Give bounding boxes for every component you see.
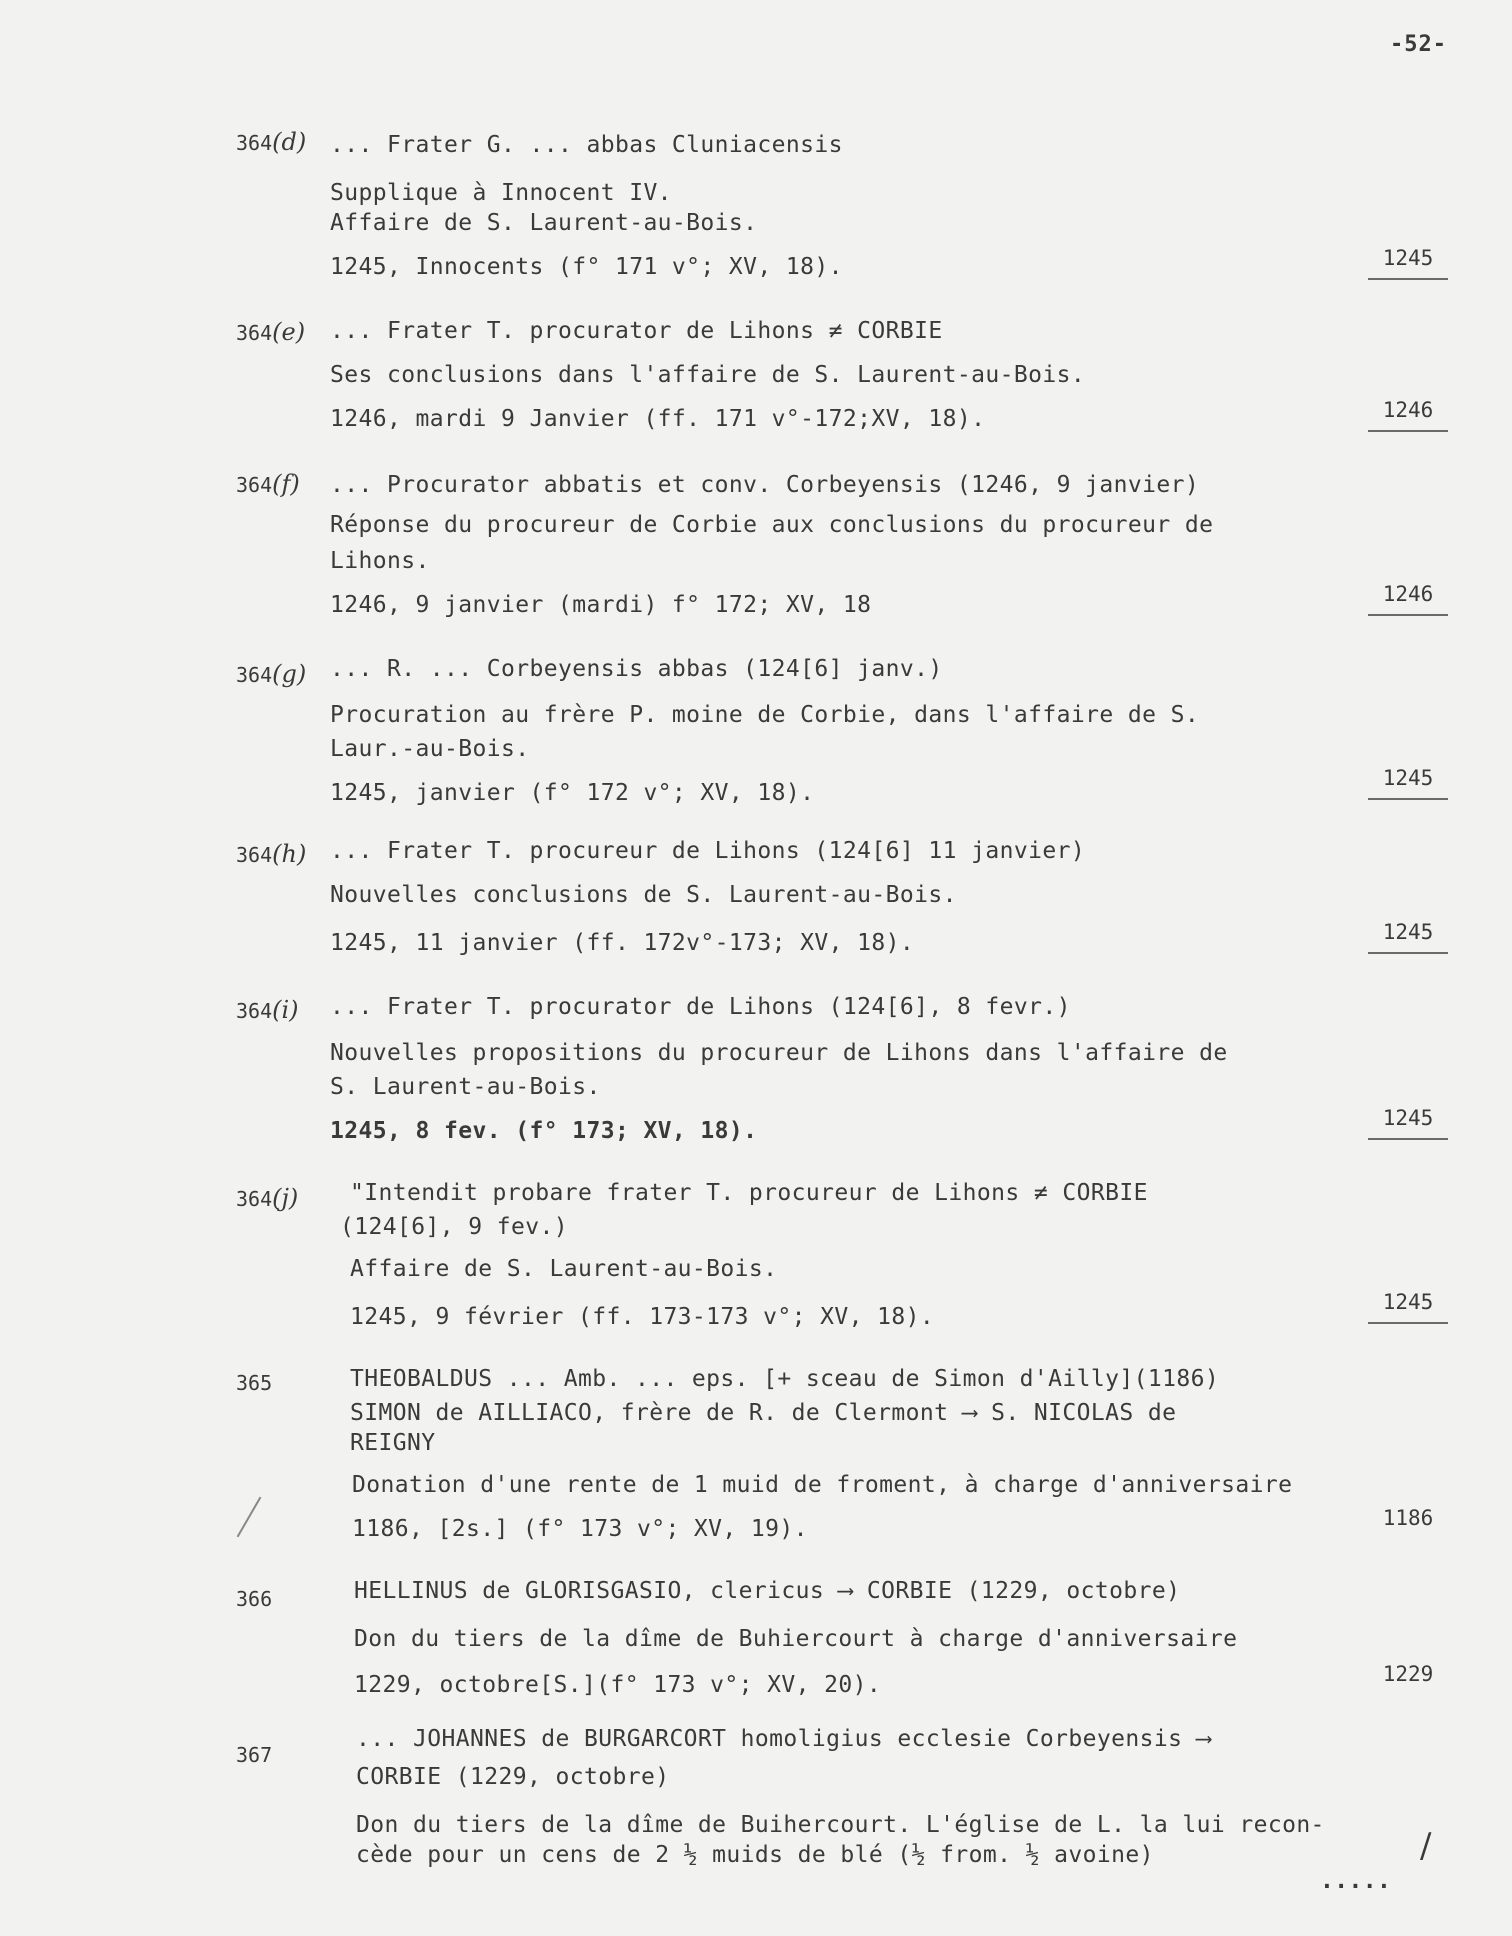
margin-year: 1245	[1368, 1106, 1448, 1140]
entry-line: Ses conclusions dans l'affaire de S. Laurent-au-Bois.	[330, 362, 1086, 388]
entry-heading: ... Frater T. procurator de Lihons (124[6], 8 fevr.)	[330, 994, 1071, 1020]
entry-line: Lihons.	[330, 548, 430, 574]
page-number: -52-	[1390, 32, 1447, 57]
entry-number: 364(g)	[236, 660, 307, 688]
entry-heading: ... Frater T. procurator de Lihons ≠ CORBIE	[330, 318, 943, 344]
entry-number: 364(i)	[236, 996, 299, 1024]
entry-number: 366	[236, 1587, 273, 1611]
entry-heading: ... Frater T. procureur de Lihons (124[6] 11 janvier)	[330, 838, 1086, 864]
margin-year: 1229	[1382, 1662, 1434, 1686]
continuation-dots: .....	[1320, 1868, 1392, 1894]
entry-line: S. Laurent-au-Bois.	[330, 1074, 601, 1100]
entry-line: SIMON de AILLIACO, frère de R. de Clermont ⟶ S. NICOLAS de	[350, 1400, 1177, 1426]
entry-date-line: 1245, 11 janvier (ff. 172v°-173; XV, 18).	[330, 930, 915, 956]
entry-line: Procuration au frère P. moine de Corbie, dans l'affaire de S.	[330, 702, 1200, 728]
entry-heading: HELLINUS de GLORISGASIO, clericus ⟶ CORBIE (1229, octobre)	[354, 1578, 1181, 1604]
entry-line: Affaire de S. Laurent-au-Bois.	[330, 210, 758, 236]
entry-number: 365	[236, 1371, 273, 1395]
margin-year: 1245	[1368, 246, 1448, 280]
entry-line: Affaire de S. Laurent-au-Bois.	[350, 1256, 778, 1282]
entry-heading: ... JOHANNES de BURGARCORT homoligius ecclesie Corbeyensis ⟶	[356, 1726, 1211, 1752]
margin-year: 1245	[1368, 920, 1448, 954]
entry-date-line: 1246, mardi 9 Janvier (ff. 171 v°-172;XV, 18).	[330, 406, 986, 432]
entry-number: 364(d)	[236, 128, 307, 156]
entry-line: (124[6], 9 fev.)	[340, 1214, 568, 1240]
entry-date-line: 1245, 9 février (ff. 173-173 v°; XV, 18).	[350, 1304, 935, 1330]
entry-number: 364(f)	[236, 470, 300, 498]
entry-line: cède pour un cens de 2 ½ muids de blé (½ from. ½ avoine)	[356, 1842, 1154, 1868]
margin-year: 1245	[1368, 766, 1448, 800]
entry-line: Nouvelles propositions du procureur de Lihons dans l'affaire de	[330, 1040, 1228, 1066]
entry-line: Nouvelles conclusions de S. Laurent-au-Bois.	[330, 882, 957, 908]
entry-heading: "Intendit probare frater T. procureur de Lihons ≠ CORBIE	[350, 1180, 1148, 1206]
entry-number: 367	[236, 1743, 273, 1767]
entry-line: Supplique à Innocent IV.	[330, 180, 672, 206]
entry-line: Donation d'une rente de 1 muid de froment, à charge d'anniversaire	[352, 1472, 1293, 1498]
margin-year: 1245	[1368, 1290, 1448, 1324]
margin-year: 1246	[1368, 582, 1448, 616]
entry-number: 364(h)	[236, 840, 307, 868]
entry-date-line: 1186, [2s.] (f° 173 v°; XV, 19).	[352, 1516, 808, 1542]
end-mark: /	[1420, 1826, 1432, 1866]
entry-line: Don du tiers de la dîme de Buhiercourt à charge d'anniversaire	[354, 1626, 1238, 1652]
stray-pen-mark	[237, 1497, 262, 1538]
entry-line: CORBIE (1229, octobre)	[356, 1764, 670, 1790]
entry-date-line: 1245, 8 fev. (f° 173; XV, 18).	[330, 1118, 758, 1144]
entry-heading: ... Frater G. ... abbas Cluniacensis	[330, 132, 843, 158]
entry-date-line: 1245, Innocents (f° 171 v°; XV, 18).	[330, 254, 843, 280]
entry-number: 364(j)	[236, 1184, 299, 1212]
margin-year: 1186	[1382, 1506, 1434, 1530]
entry-date-line: 1246, 9 janvier (mardi) f° 172; XV, 18	[330, 592, 872, 618]
entry-date-line: 1229, octobre[S.](f° 173 v°; XV, 20).	[354, 1672, 882, 1698]
entry-number: 364(e)	[236, 318, 306, 346]
entry-line: Réponse du procureur de Corbie aux conclusions du procureur de	[330, 512, 1214, 538]
entry-heading: ... Procurator abbatis et conv. Corbeyensis (1246, 9 janvier)	[330, 472, 1200, 498]
entry-heading: THEOBALDUS ... Amb. ... eps. [+ sceau de Simon d'Ailly](1186)	[350, 1366, 1220, 1392]
margin-year: 1246	[1368, 398, 1448, 432]
entry-line: Laur.-au-Bois.	[330, 736, 530, 762]
entry-line: REIGNY	[350, 1430, 436, 1456]
entry-heading: ... R. ... Corbeyensis abbas (124[6] janv.)	[330, 656, 943, 682]
entry-line: Don du tiers de la dîme de Buihercourt. L'église de L. la lui recon-	[356, 1812, 1325, 1838]
entry-date-line: 1245, janvier (f° 172 v°; XV, 18).	[330, 780, 815, 806]
